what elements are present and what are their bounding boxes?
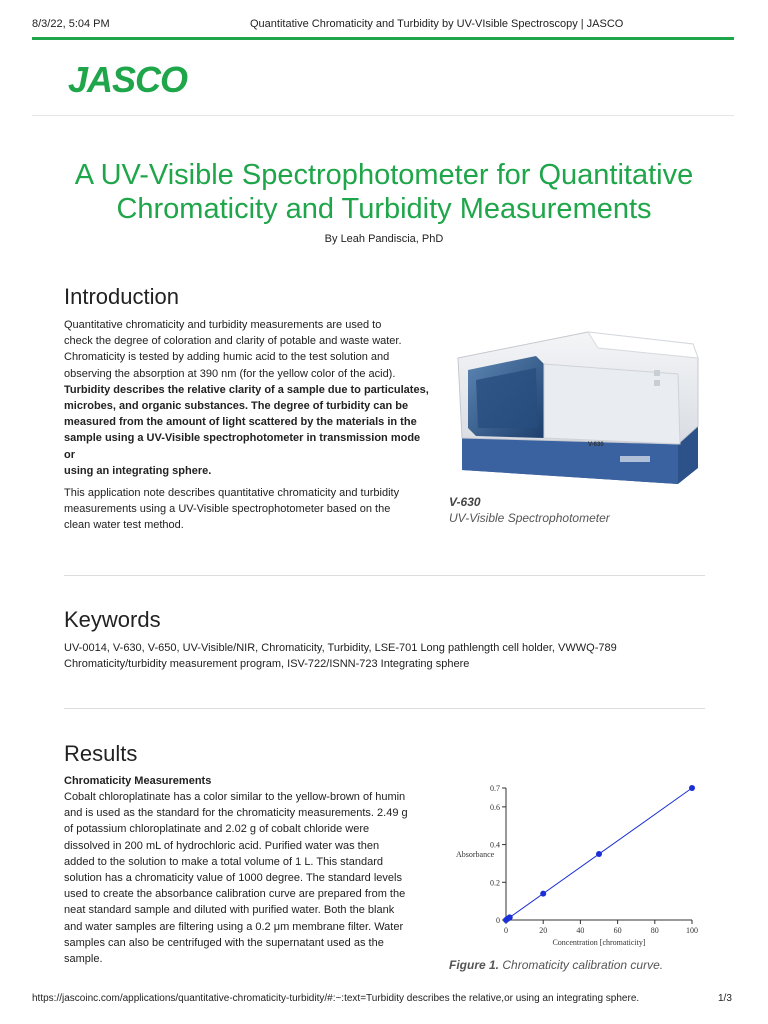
print-page-title: Quantitative Chromaticity and Turbidity by UV-VIsible Spectroscopy | JASCO (250, 18, 624, 30)
text-line: neat standard sample and diluted with purified water. Both the blank (64, 904, 395, 917)
print-date: 8/3/22, 5:04 PM (32, 18, 110, 30)
logo-text: JASCO (68, 60, 188, 98)
header-green-rule (32, 37, 734, 40)
introduction-heading: Introduction (64, 284, 179, 309)
x-tick-label: 40 (576, 926, 585, 935)
text-line: Cobalt chloroplatinate has a color similar to the yellow-brown of humin (64, 791, 406, 803)
logo-divider (32, 115, 734, 116)
x-axis-label: Concentration [chromaticity] (552, 938, 646, 947)
text-line: microbes, and organic substances. The degree of turbidity can be (64, 400, 409, 413)
data-point (540, 891, 546, 897)
text-line: of potassium chloroplatinate and 2.02 g of cobalt chloride were (64, 823, 370, 836)
x-tick-label: 0 (504, 926, 508, 935)
print-page-number: 1/3 (718, 993, 732, 1004)
section-divider (64, 575, 705, 576)
y-tick-label: 0.7 (490, 784, 500, 793)
print-url: https://jascoinc.com/applications/quantitative-chromaticity-turbidity/#:~:text=Turbidity describes the relative,or using an integrating sphere. (32, 993, 640, 1004)
image-caption-title: V-630 (449, 495, 481, 509)
x-tick-label: 100 (686, 926, 698, 935)
y-tick-label: 0 (496, 916, 500, 925)
text-line: and is used as the standard for the chromaticity measurements. 2.49 g (64, 807, 408, 820)
section-divider (64, 708, 705, 709)
text-line: check the degree of coloration and clarity of potable and waste water. (64, 335, 402, 348)
jasco-logo[interactable] (66, 60, 190, 98)
text-line: added to the solution to make a total volume of 1 L. This standard (64, 855, 383, 868)
y-tick-label: 0.6 (490, 802, 500, 812)
figure-caption (449, 958, 663, 972)
text-line: and water samples are filtering using a 0.2 μm membrane filter. Water (64, 920, 404, 933)
keywords-line-2: Chromaticity/turbidity measurement program, ISV-722/ISNN-723 Integrating sphere (64, 658, 470, 671)
spectrophotometer-image (448, 318, 710, 486)
title-line-1: A UV-Visible Spectrophotometer for Quantitative (74, 159, 694, 191)
calibration-chart (448, 778, 708, 950)
text-line: measured from the amount of light scattered by the materials in the (64, 416, 417, 429)
text-line: dissolved in 200 mL of hydrochloric acid. Purified water was then (64, 839, 380, 852)
text-line: This application note describes quantitative chromaticity and turbidity (64, 487, 400, 499)
y-tick-label: 0.4 (490, 840, 500, 850)
intro-paragraph (64, 317, 434, 479)
text-line: solution has a chromaticity value of 1000 degree. The standard levels (64, 872, 402, 885)
results-heading: Results (64, 741, 138, 766)
data-point (507, 914, 513, 920)
byline: By Leah Pandiscia, PhD (324, 233, 444, 245)
page-title (40, 158, 728, 226)
text-line: clean water test method. (64, 519, 184, 532)
results-subheading: Chromaticity Measurements (64, 775, 212, 787)
x-tick-label: 80 (650, 926, 659, 935)
text-line: measurements using a UV-Visible spectrophotometer based on the (64, 503, 391, 516)
text-line: sample. (64, 953, 103, 966)
title-line-2: Chromaticity and Turbidity Measurements (116, 193, 652, 225)
x-tick-label: 20 (539, 926, 548, 935)
figure-caption-text: Chromaticity calibration curve. (502, 958, 664, 972)
image-caption-subtitle: UV-Visible Spectrophotometer (449, 511, 610, 525)
text-line: used to create the absorbance calibration curve are prepared from the (64, 888, 406, 901)
intro-paragraph-2 (64, 485, 434, 534)
keywords-text (64, 640, 714, 672)
keywords-line-1: UV-0014, V-630, V-650, UV-Visible/NIR, Chromaticity, Turbidity, LSE-701 Long pathlength cell holder, VWWQ-789 (64, 642, 617, 654)
data-point (689, 785, 695, 791)
results-paragraph (64, 789, 434, 967)
y-tick-label: 0.2 (490, 878, 500, 888)
text-line: Quantitative chromaticity and turbidity measurements are used to (64, 319, 382, 331)
text-line: Turbidity describes the relative clarity of a sample due to particulates, (64, 383, 429, 396)
text-line: sample using a UV-Visible spectrophotometer in transmission mode or (64, 432, 421, 461)
svg-text:V-630: V-630 (588, 442, 604, 448)
data-point (596, 851, 602, 857)
text-line: Chromaticity is tested by adding humic acid to the test solution and (64, 351, 390, 364)
text-line: observing the absorption at 390 nm (for the yellow color of the acid). (64, 367, 396, 380)
keywords-heading: Keywords (64, 607, 161, 632)
y-axis-label: Absorbance (456, 850, 495, 859)
text-line: samples can also be centrifuged with the supernatant used as the (64, 936, 384, 949)
figure-label: Figure 1. (449, 958, 500, 972)
text-line: using an integrating sphere. (64, 464, 212, 477)
x-tick-label: 60 (613, 926, 622, 935)
